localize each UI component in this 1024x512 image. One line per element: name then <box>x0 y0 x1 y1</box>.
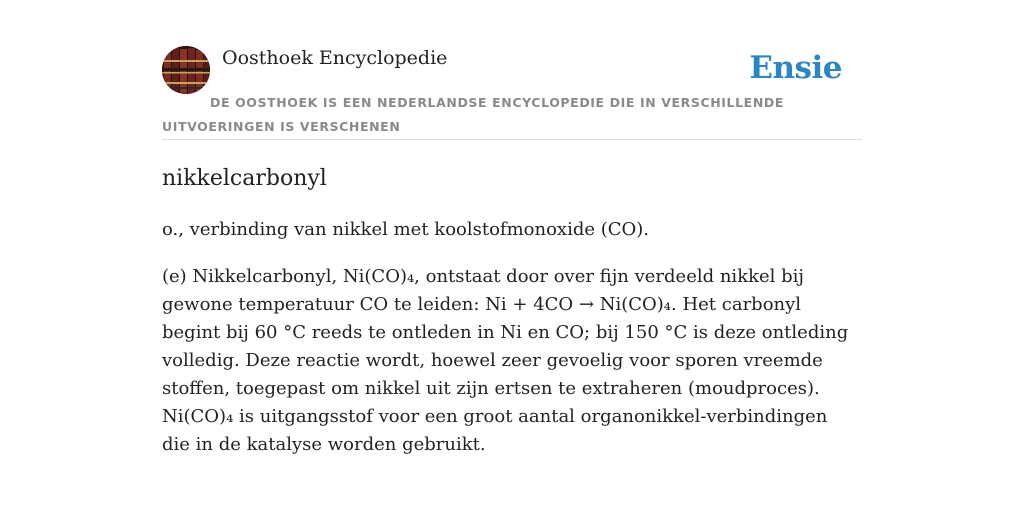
site-tagline: DE OOSTHOEK IS EEN NEDERLANDSE ENCYCLOPEDIE DIE IN VERSCHILLENDE UITVOERINGEN IS VERSCHENEN <box>162 95 784 134</box>
article <box>162 160 862 459</box>
avatar[interactable] <box>162 46 210 94</box>
article-title: nikkelcarbonyl <box>162 166 327 191</box>
article-paragraph: (e) Nikkelcarbonyl, Ni(CO)₄, ontstaat door over fijn verdeeld nikkel bij gewone temperatuur CO te leiden: Ni + 4CO → Ni(CO)₄. Het carbonyl begint bij 60 °C reeds te ontleden in Ni en CO; bij 150 °C is deze ontleding volledig. Deze reactie wordt, hoewel zeer gevoelig voor sporen vreemde stoffen, toegepast om nikkel uit zijn ertsen te extraheren (moudproces). Ni(CO)₄ is uitgangsstof voor een groot aantal organonikkel-verbindingen die in de katalyse worden gebruikt. <box>162 266 849 455</box>
header-divider <box>162 139 862 140</box>
book-spines-icon <box>162 46 210 94</box>
brand-logo[interactable]: Ensie <box>749 50 842 86</box>
article-paragraph: o., verbinding van nikkel met koolstofmonoxide (CO). <box>162 219 650 240</box>
site-name[interactable]: Oosthoek Encyclopedie <box>222 47 448 69</box>
